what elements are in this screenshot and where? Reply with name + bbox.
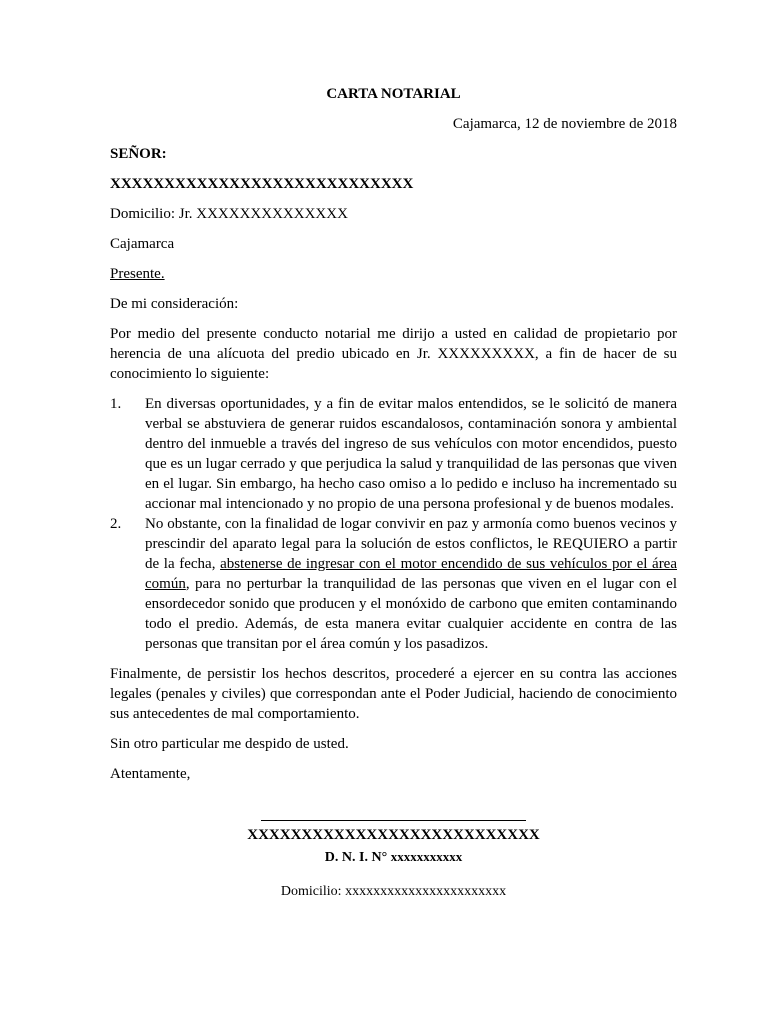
list-item-number: 1.: [110, 396, 122, 412]
list-item-text: En diversas oportunidades, y a fin de evitar malos entendidos, se le solicitó de manera verbal se abstuviera de generar ruidos escandalosos, contaminación sonora y ambiental dentro del inmueble a través del ingreso de sus vehículos con motor encendidos, puesto que es un lugar cerrado y que perjudica la salud y tranquilidad de las personas que viven en el lugar. Sin embargo, ha hecho caso omiso a lo pedido e incluso ha incrementado su accionar mal intencionado y no propio de una persona profesional y de buenos modales.: [145, 396, 677, 512]
intro-paragraph: Por medio del presente conducto notarial me dirijo a usted en calidad de propietario por herencia de una alícuota del predio ubicado en Jr. XXXXXXXXX, a fin de hacer de su conocimiento lo siguiente:: [110, 326, 677, 382]
requirements-list: [110, 394, 677, 654]
recipient-address: Domicilio: Jr. XXXXXXXXXXXXXX: [110, 206, 348, 222]
signer-name: XXXXXXXXXXXXXXXXXXXXXXXXXXX: [247, 827, 540, 843]
greeting: De mi consideración:: [110, 296, 239, 312]
list-item-text-start: No obstante, con la finalidad de logar convivir en paz y armonía como buenos vecinos y prescindir del aparato legal para la solución de estos conflictos, le REQUIERO a partir de la fecha,: [145, 516, 677, 572]
closing-paragraph: Finalmente, de persistir los hechos descritos, procederé a ejercer en su contra las acciones legales (penales y civiles) que correspondan ante el Poder Judicial, haciendo de conocimiento sus antecedentes de mal comportamiento.: [110, 666, 677, 722]
letter-date: Cajamarca, 12 de noviembre de 2018: [452, 116, 677, 132]
dni-value: xxxxxxxxxxx: [390, 849, 463, 864]
recipient-city: Cajamarca: [110, 236, 175, 252]
signature-line: [261, 820, 526, 821]
signature-block: [110, 820, 677, 902]
signer-dni: [110, 847, 677, 868]
list-item-text-end: , para no perturbar la tranquilidad de las personas que viven en el lugar con el ensordecedor sonido que producen y el monóxido de carbono que emiten contaminando todo el predio. Además, de esta manera evitar cualquier accidente en contra de las personas que transitan por el área común y los pasadizos.: [145, 576, 677, 652]
signer-address: Domicilio: xxxxxxxxxxxxxxxxxxxxxxx: [280, 884, 507, 899]
recipient-salutation: SEÑOR:: [110, 146, 167, 162]
dni-label: D. N. I. N°: [324, 850, 388, 865]
list-item: [110, 514, 677, 654]
letter-body: [110, 84, 677, 784]
farewell-line: Sin otro particular me despido de usted.: [110, 736, 349, 752]
presente-label: Presente.: [110, 266, 165, 282]
document-title: CARTA NOTARIAL: [326, 86, 461, 102]
underlined-requirement: abstenerse de ingresar con el motor encendido de sus vehículos por el área común: [145, 556, 677, 592]
list-item: [110, 394, 677, 514]
list-item-text: [145, 514, 677, 654]
list-item-number: 2.: [110, 516, 122, 532]
recipient-name: XXXXXXXXXXXXXXXXXXXXXXXXXXXX: [110, 176, 414, 192]
sign-off: Atentamente,: [110, 766, 191, 782]
